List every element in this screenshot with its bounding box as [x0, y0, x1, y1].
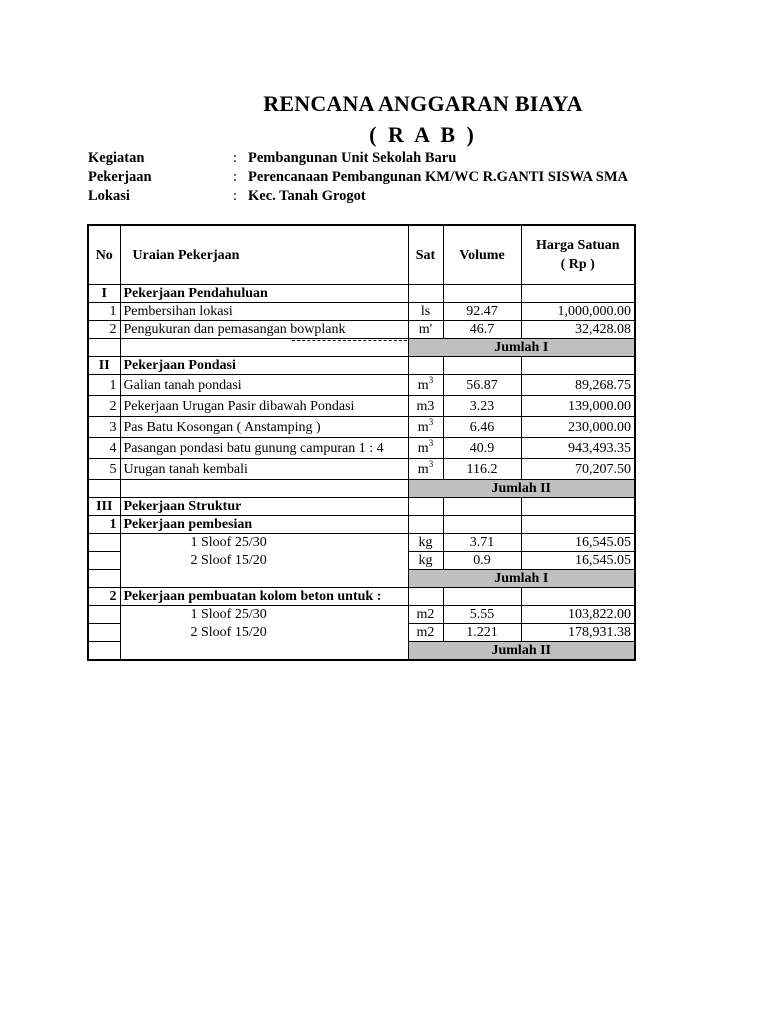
dashed-divider	[292, 340, 407, 341]
info-colon: :	[233, 150, 238, 166]
row-volume: 40.9	[443, 438, 521, 459]
unit-superscript: 3	[428, 416, 434, 427]
row-volume: 1.221	[443, 624, 521, 642]
row-sat: ls	[408, 303, 443, 321]
row-uraian: Pekerjaan Urugan Pasir dibawah Pondasi	[120, 396, 408, 417]
row-uraian: Pas Batu Kosongan ( Anstamping )	[120, 417, 408, 438]
row-harga: 139,000.00	[521, 396, 635, 417]
info-label-lokasi: Lokasi	[88, 188, 130, 204]
row-volume: 56.87	[443, 375, 521, 396]
table-row	[88, 552, 635, 570]
info-value-pekerjaan: Perencanaan Pembangunan KM/WC R.GANTI SISWA SMA	[248, 169, 629, 185]
table-row	[88, 438, 635, 459]
info-value-lokasi: Kec. Tanah Grogot	[248, 188, 366, 204]
table-row	[88, 624, 635, 642]
row-volume: 92.47	[443, 303, 521, 321]
row-harga: 89,268.75	[521, 375, 635, 396]
row-harga: 178,931.38	[521, 624, 635, 642]
group-no: 1	[88, 516, 120, 534]
unit-superscript: 3	[428, 458, 434, 469]
section-title: Pekerjaan Struktur	[120, 498, 408, 516]
row-volume: 3.71	[443, 534, 521, 552]
rab-table	[87, 224, 636, 661]
row-no: 4	[88, 438, 120, 459]
subtotal-row	[88, 339, 635, 357]
row-sat	[408, 375, 443, 396]
row-volume: 5.55	[443, 606, 521, 624]
info-label-pekerjaan: Pekerjaan	[88, 169, 152, 185]
row-no: 5	[88, 459, 120, 480]
row-uraian: Galian tanah pondasi	[120, 375, 408, 396]
section-no: II	[88, 357, 120, 375]
row-uraian: 1 Sloof 25/30	[120, 534, 408, 552]
subtotal-label: Jumlah I	[408, 339, 635, 357]
row-harga: 32,428.08	[521, 321, 635, 339]
header-volume: Volume	[443, 225, 521, 285]
section-row	[88, 498, 635, 516]
table-row	[88, 606, 635, 624]
row-no: 2	[88, 396, 120, 417]
header-sat: Sat	[408, 225, 443, 285]
row-uraian: 2 Sloof 15/20	[120, 552, 408, 570]
row-uraian: Pasangan pondasi batu gunung campuran 1 : 4	[120, 438, 408, 459]
header-harga-line2: ( Rp )	[560, 257, 595, 272]
row-sat: m'	[408, 321, 443, 339]
unit-text: m	[417, 440, 429, 456]
row-sat	[408, 417, 443, 438]
table-row	[88, 459, 635, 480]
unit-text: m	[417, 461, 429, 477]
subtotal-row	[88, 480, 635, 498]
row-no: 1	[88, 375, 120, 396]
section-no: I	[88, 285, 120, 303]
row-volume: 0.9	[443, 552, 521, 570]
row-no: 2	[88, 321, 120, 339]
row-harga: 16,545.05	[521, 534, 635, 552]
table-row	[88, 375, 635, 396]
table-row	[88, 417, 635, 438]
section-no: III	[88, 498, 120, 516]
section-row	[88, 357, 635, 375]
row-sat: m2	[408, 606, 443, 624]
row-uraian: Pembersihan lokasi	[120, 303, 408, 321]
table-header-row	[88, 225, 635, 285]
unit-text: m	[417, 419, 429, 435]
row-sat: m3	[408, 396, 443, 417]
row-sat	[408, 438, 443, 459]
subtotal-label: Jumlah II	[408, 480, 635, 498]
section-row	[88, 285, 635, 303]
row-no: 1	[88, 303, 120, 321]
header-uraian: Uraian Pekerjaan	[120, 225, 408, 285]
info-colon: :	[233, 169, 238, 185]
table-row	[88, 396, 635, 417]
row-uraian: 2 Sloof 15/20	[120, 624, 408, 642]
table-row	[88, 534, 635, 552]
info-colon: :	[233, 188, 238, 204]
row-sat: kg	[408, 534, 443, 552]
row-harga: 70,207.50	[521, 459, 635, 480]
header-no: No	[88, 225, 120, 285]
row-sat: m2	[408, 624, 443, 642]
row-harga: 1,000,000.00	[521, 303, 635, 321]
document-title: RENCANA ANGGARAN BIAYA	[263, 91, 583, 116]
row-volume: 3.23	[443, 396, 521, 417]
unit-text: m	[417, 377, 429, 393]
row-uraian: Pengukuran dan pemasangan bowplank	[120, 321, 408, 339]
group-title: Pekerjaan pembesian	[120, 516, 408, 534]
info-value-kegiatan: Pembangunan Unit Sekolah Baru	[248, 150, 457, 166]
row-harga: 103,822.00	[521, 606, 635, 624]
group-row	[88, 516, 635, 534]
row-uraian: Urugan tanah kembali	[120, 459, 408, 480]
header-harga	[521, 225, 635, 285]
subtotal-label: Jumlah I	[408, 570, 635, 588]
header-harga-line1: Harga Satuan	[535, 238, 620, 253]
group-no: 2	[88, 588, 120, 606]
row-harga: 230,000.00	[521, 417, 635, 438]
unit-superscript: 3	[428, 374, 434, 385]
subtotal-label: Jumlah II	[408, 642, 635, 661]
row-uraian: 1 Sloof 25/30	[120, 606, 408, 624]
document-subtitle: ( R A B )	[369, 122, 477, 147]
table-row	[88, 321, 635, 339]
table-row	[88, 303, 635, 321]
row-volume: 116.2	[443, 459, 521, 480]
section-title: Pekerjaan Pondasi	[120, 357, 408, 375]
unit-superscript: 3	[428, 437, 434, 448]
subtotal-row	[88, 570, 635, 588]
row-harga: 943,493.35	[521, 438, 635, 459]
info-label-kegiatan: Kegiatan	[88, 150, 145, 166]
subtotal-row	[88, 642, 635, 661]
group-row	[88, 588, 635, 606]
row-sat: kg	[408, 552, 443, 570]
row-no: 3	[88, 417, 120, 438]
row-volume: 6.46	[443, 417, 521, 438]
group-title: Pekerjaan pembuatan kolom beton untuk :	[120, 588, 408, 606]
row-volume: 46.7	[443, 321, 521, 339]
row-harga: 16,545.05	[521, 552, 635, 570]
section-title: Pekerjaan Pendahuluan	[120, 285, 408, 303]
row-sat	[408, 459, 443, 480]
